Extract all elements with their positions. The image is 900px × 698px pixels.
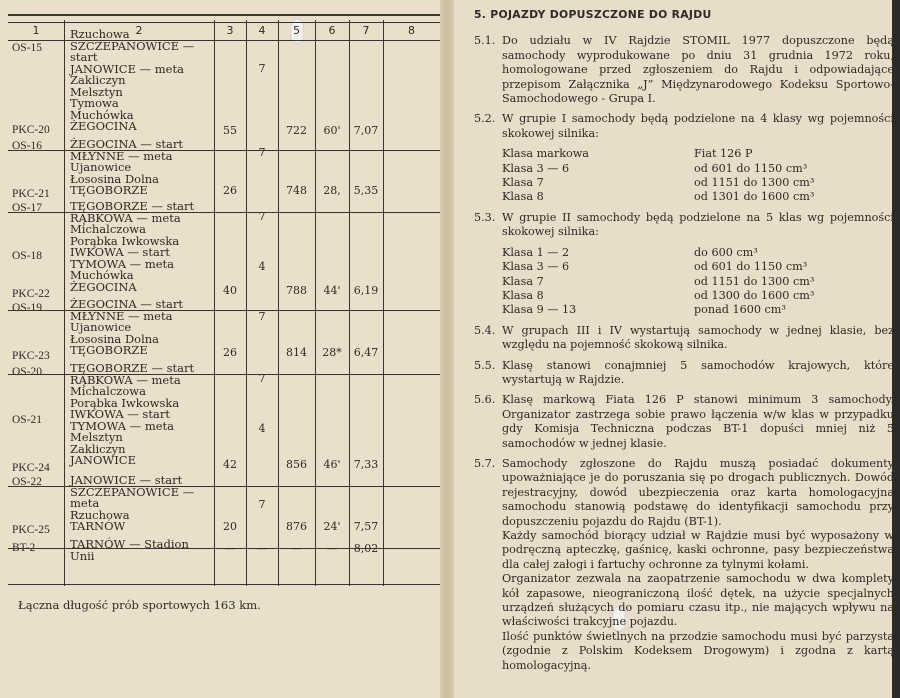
col7-value: 7,33 xyxy=(353,458,379,471)
para-5-6: 5.6. Klasę markową Fiata 126 P stanowi minimum 3 samochody. Organizator zastrzega sobie prawo łączenia w/w klas w przypadku gdy Komisja Techniczna podczas BT-1 dopuści mniej niż 5 samochodów w jednej klasie. xyxy=(474,393,894,450)
class-entry: Klasa 8 xyxy=(502,190,544,204)
col6-value: 24' xyxy=(323,520,341,533)
segment-code: OS-18 xyxy=(12,250,43,262)
column-header: 7 xyxy=(362,24,370,37)
col6-value: 44' xyxy=(323,284,341,297)
col3-value: 55 xyxy=(223,124,237,137)
route-point: RĄBKOWA — meta xyxy=(70,210,181,225)
route-point: Porąbka Iwkowska xyxy=(70,395,180,410)
para-5-7: 5.7. Samochody zgłoszone do Rajdu muszą posiadać dokumenty upoważniające je do poruszania się po drogach publicznych. Dowód rejestracyjny, dowód ubezpieczenia oraz karta homologacyjna samochodu stanowią podstawę do identyfikacji samochodu przy dopuszczeniu pojazdu do Rajdu (BT-1). Każdy samochód biorący udział w Rajdzie musi być wyposażony w podręczną apteczkę, gaśnicę, kaski ochronne, pasy bezpieczeństwa dla całej załogi i fartuchy ochronne za tylnymi kołami. Organizator zezwala na zaopatrzenie samochodu w dwa komplety kół zapasowe, nieograniczoną ilość dętek, na użycie specjalnych urządzeń służących do pomiaru czasu itp., nie mających wpływu na właściwości trakcyjne pojazdu. Ilość punktów świetlnych na przodzie samochodu musi być parzysta (zgodnie z Polskim Kodeksem Drogowym) i zgodna z kartą homologacyjną. xyxy=(474,456,894,672)
class-entry: Klasa 7 xyxy=(502,176,544,190)
route-point: Michalczowa xyxy=(70,222,146,236)
route-point: Melsztyn xyxy=(70,84,123,99)
route-point: TYMOWA — meta xyxy=(70,418,175,433)
class-entry: Klasa 8 xyxy=(502,288,544,302)
segment-code: PKC-21 xyxy=(12,188,50,200)
regulations-text xyxy=(474,8,894,679)
class-entry: Klasa 3 — 6 xyxy=(502,161,570,175)
class-entry: od 1301 do 1600 cm³ xyxy=(694,190,815,204)
route-point: ŻEGOCINA xyxy=(70,279,137,294)
col4-value: 7 xyxy=(258,210,266,223)
segment-code: PKC-20 xyxy=(12,124,50,136)
col3-value: 26 xyxy=(223,184,237,197)
col3-value: 40 xyxy=(223,284,237,297)
column-rule xyxy=(349,20,350,586)
column-header: 2 xyxy=(135,24,143,37)
class-entry: od 601 do 1150 cm³ xyxy=(694,161,808,175)
route-point: TĘGOBORZE xyxy=(70,183,148,197)
para-5-2: 5.2. W grupie I samochody będą podzielone na 4 klasy wg pojemności skokowej silnika: xyxy=(474,112,894,140)
route-table xyxy=(8,14,440,586)
col6-value: 60' xyxy=(323,124,341,137)
segment-code: OS-15 xyxy=(12,42,43,54)
col7-value: 7,07 xyxy=(353,124,379,137)
col7-value: 5,35 xyxy=(353,184,379,197)
col3-value: 20 xyxy=(223,520,237,533)
route-point: Ujanowice xyxy=(70,160,132,174)
route-point: JANOWICE xyxy=(70,453,136,467)
segment-code: OS-17 xyxy=(12,202,43,214)
class-entry: do 600 cm³ xyxy=(694,245,758,259)
class-entry: od 601 do 1150 cm³ xyxy=(694,260,808,274)
class-entry: Klasa 9 — 13 xyxy=(502,303,577,317)
header-rule xyxy=(8,22,440,23)
col4-value: 7 xyxy=(258,146,266,159)
col5-value: 748 xyxy=(286,184,307,197)
para-5-4: 5.4. W grupach III i IV wystartują samochody w jednej klasie, bez względu na pojemność skokową silnika. xyxy=(474,323,894,352)
route-point: Tymowa xyxy=(70,96,119,110)
route-point: TARNÓW xyxy=(70,519,126,533)
class-entry: Fiat 126 P xyxy=(694,147,753,161)
segment-code: OS-21 xyxy=(12,414,43,426)
route-point: JANOWICE — meta xyxy=(70,61,184,76)
route-point: MŁYNNE — meta xyxy=(70,148,173,163)
col7-value: 7,57 xyxy=(353,520,379,533)
section-title: 5. POJAZDY DOPUSZCZONE DO RAJDU xyxy=(474,8,712,21)
segment-code: PKC-24 xyxy=(12,462,50,474)
route-point: Zakliczyn xyxy=(70,441,126,456)
column-header: 6 xyxy=(328,24,336,37)
col5-value: 876 xyxy=(286,520,307,533)
route-point: ŻEGOCINA — start xyxy=(70,297,184,311)
class-entry: Klasa 7 xyxy=(502,274,544,288)
route-point: IWKOWA — start xyxy=(70,407,170,421)
col4-value: 7 xyxy=(258,372,266,385)
class-entry: od 1151 do 1300 cm³ xyxy=(694,176,815,190)
col5-value: 856 xyxy=(286,458,307,471)
column-rule xyxy=(383,20,384,586)
col3-value: 42 xyxy=(223,458,237,471)
route-point: Muchówka xyxy=(70,107,134,122)
segment-code: OS-20 xyxy=(12,366,43,378)
col7-value: 8,02 xyxy=(353,542,379,555)
col7-value: 6,19 xyxy=(353,284,379,297)
route-point: Unii xyxy=(70,548,95,563)
col4-value: 7 xyxy=(258,498,266,511)
route-point: IWKOWA — start xyxy=(70,245,170,259)
col5-value: 722 xyxy=(286,124,307,137)
route-point: Michalczowa xyxy=(70,384,146,398)
para-5-3: 5.3. W grupie II samochody będą podzielone na 5 klas wg pojemności skokowej silnika: xyxy=(474,210,894,239)
col4-value: 7 xyxy=(258,310,266,323)
route-point: TĘGOBORZE — start xyxy=(70,361,195,375)
row-rule xyxy=(8,584,440,585)
route-point: Łososina Dolna xyxy=(70,331,160,346)
route-point: Porąbka Iwkowska xyxy=(70,233,180,248)
route-point: TYMOWA — meta xyxy=(70,256,175,271)
route-point: Łososina Dolna xyxy=(70,171,160,186)
route-point: TĘGOBORZE — start xyxy=(70,199,195,213)
class-entry: od 1151 do 1300 cm³ xyxy=(694,274,815,288)
column-header: 3 xyxy=(226,24,234,37)
route-point: TARNÓW — Stadion xyxy=(70,537,189,551)
segment-code: BT-2 xyxy=(12,542,36,554)
route-point: meta xyxy=(70,496,100,510)
segment-code: OS-22 xyxy=(12,476,43,488)
column-rule xyxy=(315,20,316,586)
segment-code: OS-19 xyxy=(12,302,43,314)
route-point: Rzuchowa xyxy=(70,27,130,41)
column-header: 8 xyxy=(408,24,415,37)
segment-code: PKC-25 xyxy=(12,524,50,536)
column-rule xyxy=(64,20,65,586)
col4-value: 4 xyxy=(258,422,266,435)
col5-value: 788 xyxy=(286,284,307,297)
segment-code: PKC-22 xyxy=(12,288,50,300)
col3-value: — xyxy=(224,542,236,555)
route-point: Melsztyn xyxy=(70,430,123,444)
route-point: MŁYNNE — meta xyxy=(70,308,173,323)
class-entry: Klasa markowa xyxy=(502,147,589,161)
column-header: 5 xyxy=(293,24,300,37)
route-point: TĘGOBORZE xyxy=(70,343,148,357)
route-point: RĄBKOWA — meta xyxy=(70,372,181,387)
class-list-group-1 xyxy=(502,147,894,205)
route-point: Muchówka xyxy=(70,268,134,282)
para-5-1: 5.1. Do udziału w IV Rajdzie STOMIL 1977 dopuszczone będą samochody wyprodukowane po dniu 31 grudnia 1972 roku, homologowane przed zgłoszeniem do Rajdu i odpowiadające przepisom Załącznika „J” Międzynarodowego Kodeksu Sportowo-Samochodowego - Grupa I. xyxy=(474,34,894,106)
col3-value: 26 xyxy=(223,346,237,359)
book-spine xyxy=(440,0,454,698)
column-header: 1 xyxy=(32,24,40,37)
route-point: Rzuchowa xyxy=(70,507,130,522)
column-rule xyxy=(214,20,215,586)
class-entry: ponad 1600 cm³ xyxy=(694,303,786,317)
route-point: Ujanowice xyxy=(70,320,132,334)
class-entry: Klasa 3 — 6 xyxy=(502,260,570,274)
col5-value: — xyxy=(291,542,302,555)
column-header: 4 xyxy=(258,24,266,37)
segment-code: PKC-23 xyxy=(12,350,50,362)
route-point: ŻEGOCINA xyxy=(70,119,137,133)
route-point: start xyxy=(70,50,98,64)
para-5-5: 5.5. Klasę stanowi conajmniej 5 samochodów krajowych, które wystartują w Rajdzie. xyxy=(474,358,894,386)
column-rule xyxy=(278,20,279,586)
route-point: SZCZEPANOWICE — xyxy=(70,38,195,53)
col4-value: 7 xyxy=(258,62,266,75)
route-point: JANOWICE — start xyxy=(70,473,183,487)
col5-value: 814 xyxy=(286,346,307,359)
route-point: Zakliczyn xyxy=(70,73,126,87)
col6-value: 28* xyxy=(322,346,342,359)
table-top-rule xyxy=(8,14,440,16)
col6-value: 28, xyxy=(323,184,341,197)
total-length: Łączna długość prób sportowych 163 km. xyxy=(18,598,261,612)
route-point: SZCZEPANOWICE — xyxy=(70,484,195,499)
col6-value: 46' xyxy=(323,458,341,471)
route-point: ŻEGOCINA — start xyxy=(70,137,184,151)
segment-code: OS-16 xyxy=(12,140,43,152)
class-entry: od 1300 do 1600 cm³ xyxy=(694,288,815,302)
col7-value: 6,47 xyxy=(353,346,379,359)
col4-value: — xyxy=(256,542,268,555)
class-entry: Klasa 1 — 2 xyxy=(502,245,570,259)
col6-value: — xyxy=(326,542,338,555)
class-list-group-2 xyxy=(502,246,894,318)
col4-value: 4 xyxy=(258,260,266,273)
